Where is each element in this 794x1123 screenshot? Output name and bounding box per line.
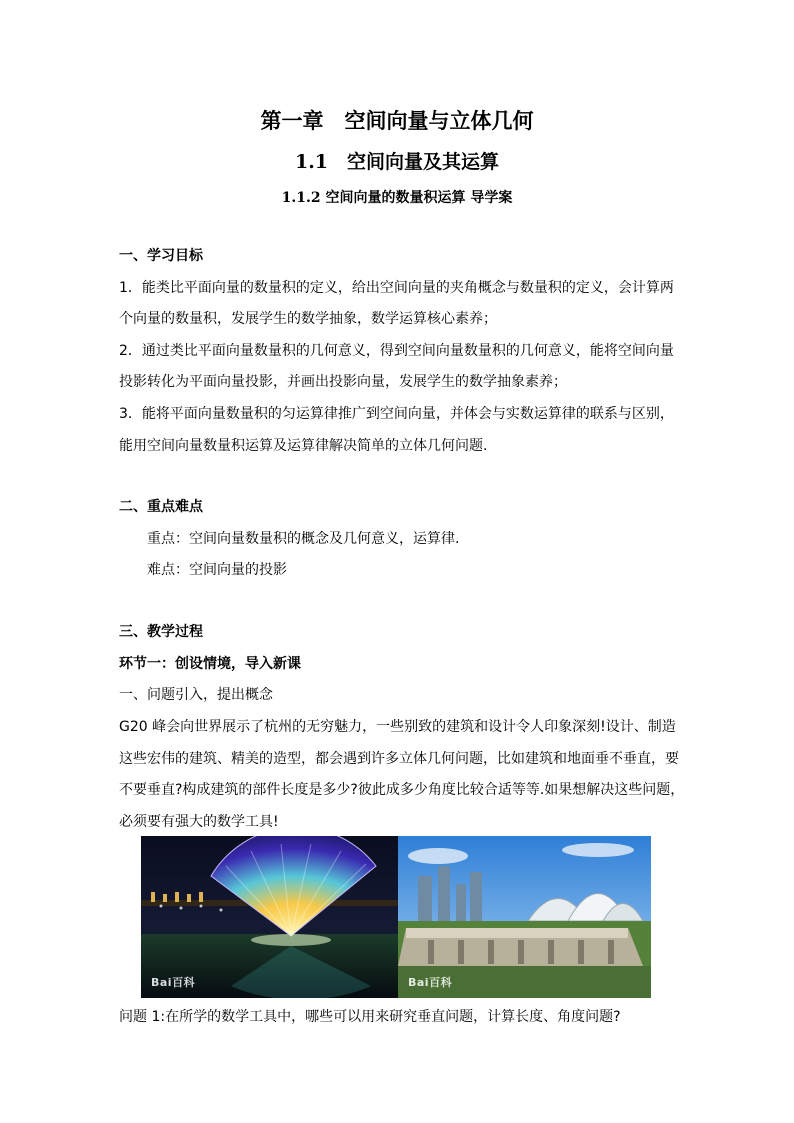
objective-line: 3．能将平面向量数量积的匀运算律推广到空间向量，并体会与实数运算律的联系与区别， <box>119 406 674 422</box>
objective-line: 1．能类比平面向量的数量积的定义，给出空间向量的夹角概念与数量积的定义，会计算两 <box>119 280 674 296</box>
key-points-heading: 二、重点难点 <box>119 499 203 515</box>
key-point-difficulty: 难点：空间向量的投影 <box>147 562 287 578</box>
paragraph-line: 这些宏伟的建筑、精美的造型，都会遇到许多立体几何问题，比如建筑和地面垂不垂直，要 <box>119 751 679 767</box>
key-point-focus: 重点：空间向量数量积的概念及几何意义，运算律. <box>147 531 460 547</box>
baike-watermark: Bai百科 <box>408 976 453 989</box>
fan-performance-photo <box>141 836 398 998</box>
paragraph-line: G20 峰会向世界展示了杭州的无穷魅力，一些别致的建筑和设计令人印象深刻!设计、制造 <box>119 719 676 735</box>
objective-line: 投影转化为平面向量投影，并画出投影向量，发展学生的数学抽象素养； <box>119 374 567 390</box>
step-heading: 环节一：创设情境，导入新课 <box>119 656 301 672</box>
chapter-title: 第一章 空间向量与立体几何 <box>260 108 534 133</box>
objective-line: 能用空间向量数量积运算及运算律解决简单的立体几何问题. <box>119 438 488 454</box>
subsection-heading: 一、问题引入，提出概念 <box>119 687 273 703</box>
process-heading: 三、教学过程 <box>119 624 203 640</box>
baike-watermark: Bai百科 <box>151 976 196 989</box>
objective-line: 个向量的数量积，发展学生的数学抽象，数学运算核心素养； <box>119 311 497 327</box>
section-title: 1.1 空间向量及其运算 <box>294 151 500 173</box>
question-1: 问题 1:在所学的数学工具中，哪些可以用来研究垂直问题，计算长度、角度问题? <box>119 1009 621 1025</box>
objectives-heading: 一、学习目标 <box>119 248 203 264</box>
subsection-title: 1.1.2 空间向量的数量积运算 导学案 <box>281 190 513 206</box>
paragraph-line: 必须要有强大的数学工具! <box>119 814 279 830</box>
convention-center-photo <box>398 836 651 998</box>
paragraph-line: 不要垂直?构成建筑的部件长度是多少?彼此成多少角度比较合适等等.如果想解决这些问题， <box>119 782 685 798</box>
objective-line: 2．通过类比平面向量数量积的几何意义，得到空间向量数量积的几何意义，能将空间向量 <box>119 343 674 359</box>
